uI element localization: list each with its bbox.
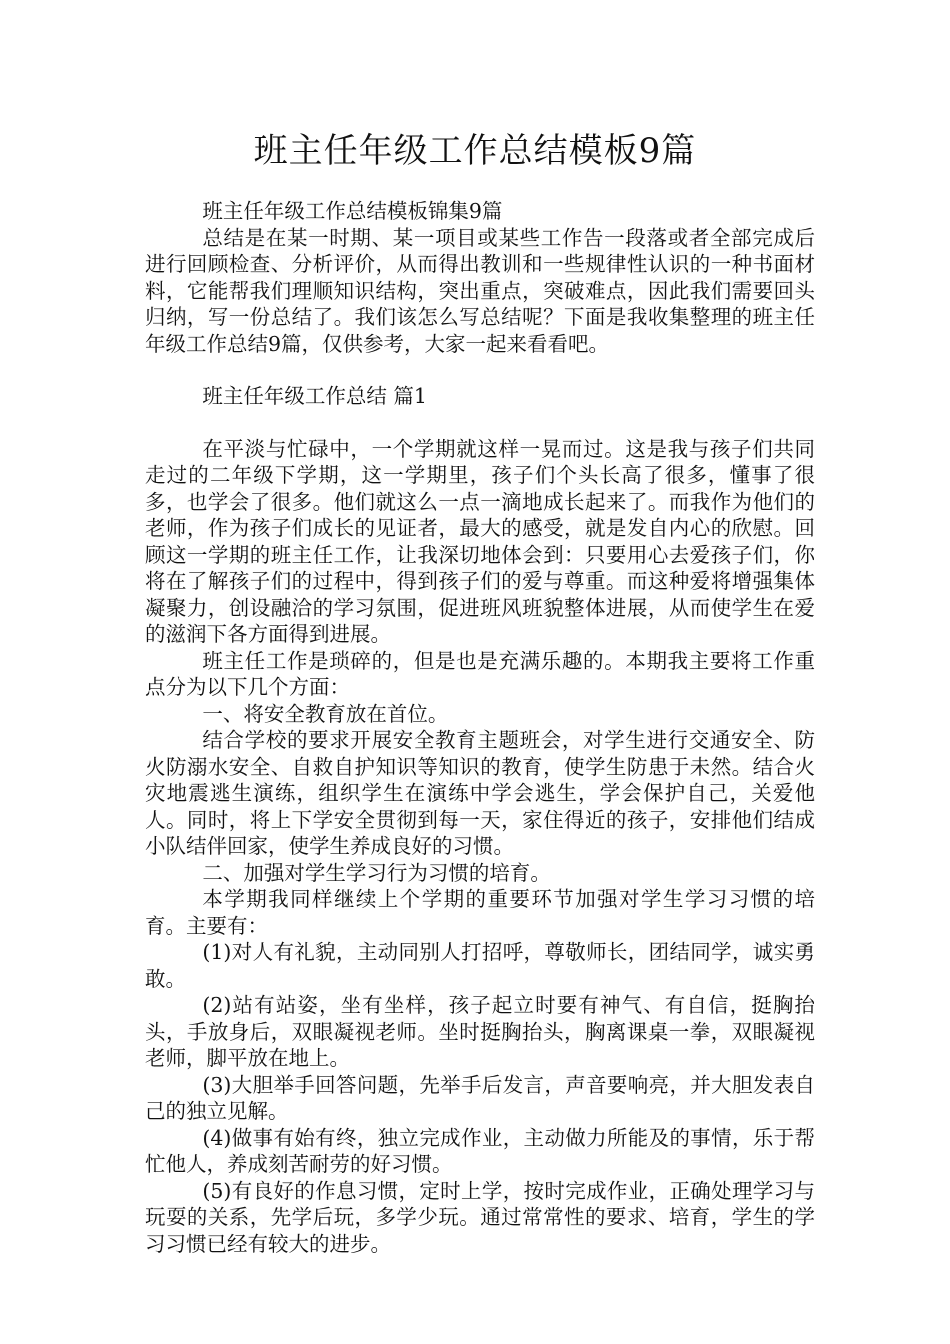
document-title: 班主任年级工作总结模板9篇 [253,131,697,171]
list-item: (4)做事有始有终，独立完成作业，主动做力所能及的事情，乐于帮忙他人，养成刻苦耐劳的好习惯。 [145,1125,815,1176]
section-heading: 班主任年级工作总结 篇1 [202,384,427,408]
subsection-heading: 一、将安全教育放在首位。 [202,701,449,726]
body-paragraph: 本学期我同样继续上个学期的重要环节加强对学生学习习惯的培育。主要有： [145,887,815,938]
body-paragraph: 在平淡与忙碌中，一个学期就这样一晃而过。这是我与孩子们共同走过的二年级下学期，这一学期里，孩子们个头长高了很多，懂事了很多，也学会了很多。他们就这么一点一滴地成长起来了。而我作为他们的老师，作为孩子们成长的见证者，最大的感受，就是发自内心的欣慰。回顾这一学期的班主任工作，让我深切地体会到：只要用心去爱孩子们，你将在了解孩子们的过程中，得到孩子们的爱与尊重。而这种爱将增强集体凝聚力，创设融洽的学习氛围，促进班风班貌整体进展，从而使学生在爱的滋润下各方面得到进展。 [145,436,815,646]
document-body [145,198,815,1257]
intro-paragraph: 总结是在某一时期、某一项目或某些工作告一段落或者全部完成后进行回顾检查、分析评价，从而得出教训和一些规律性认识的一种书面材料，它能帮我们理顺知识结构，突出重点，突破难点，因此我们需要回头归纳，写一份总结了。我们该怎么写总结呢？下面是我收集整理的班主任年级工作总结9篇，仅供参考，大家一起来看看吧。 [145,225,815,356]
subsection-heading: 二、加强对学生学习行为习惯的培育。 [202,860,551,885]
body-paragraph: 结合学校的要求开展安全教育主题班会，对学生进行交通安全、防火防溺水安全、自救自护知识等知识的教育，使学生防患于未然。结合火灾地震逃生演练，组织学生在演练中学会逃生，学会保护自己，关爱他人。同时，将上下学安全贯彻到每一天，家住得近的孩子，安排他们结成小队结伴回家，使学生养成良好的习惯。 [145,728,815,858]
list-item: (2)站有站姿，坐有坐样，孩子起立时要有神气、有自信，挺胸抬头，手放身后，双眼凝视老师。坐时挺胸抬头，胸离课桌一拳，双眼凝视老师，脚平放在地上。 [145,993,815,1070]
document-subtitle: 班主任年级工作总结模板锦集9篇 [202,199,503,223]
body-paragraph: 班主任工作是琐碎的，但是也是充满乐趣的。本期我主要将工作重点分为以下几个方面： [145,648,815,699]
list-item: (1)对人有礼貌，主动同别人打招呼，尊敬师长，团结同学，诚实勇敢。 [145,940,815,991]
list-item: (5)有良好的作息习惯，定时上学，按时完成作业，正确处理学习与玩耍的关系，先学后玩，多学少玩。通过常常性的要求、培育，学生的学习习惯已经有较大的进步。 [145,1178,815,1256]
list-item: (3)大胆举手回答问题，先举手后发言，声音要响亮，并大胆发表自己的独立见解。 [145,1072,815,1123]
